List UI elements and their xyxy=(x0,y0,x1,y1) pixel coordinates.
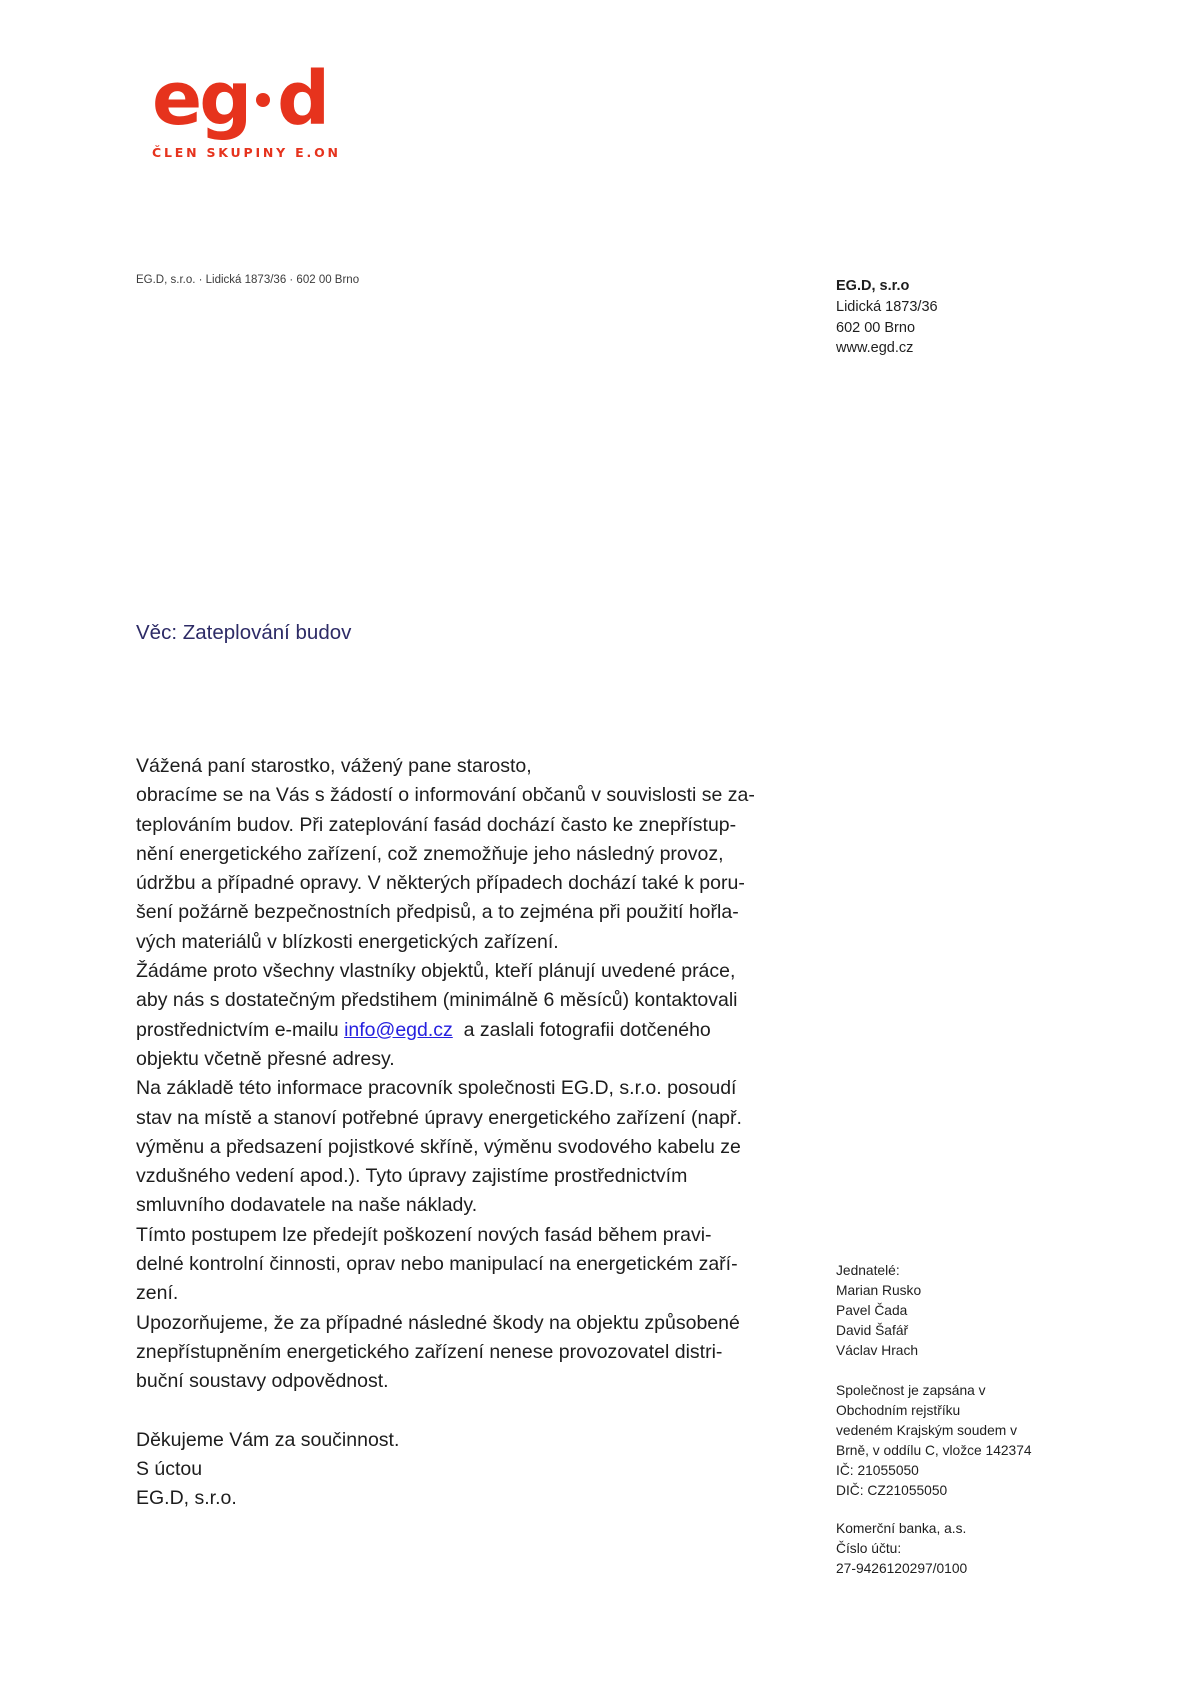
bank-block xyxy=(836,1519,967,1579)
manager-name: David Šafář xyxy=(836,1323,909,1338)
body-line: výměnu a předsazení pojistkové skříně, výměnu svodového kabelu ze xyxy=(136,1135,741,1158)
registration-line: Obchodním rejstříku xyxy=(836,1403,961,1418)
email-link[interactable]: info@egd.cz xyxy=(344,1018,453,1041)
managers-title: Jednatelé: xyxy=(836,1263,900,1278)
logo-text-left: eg xyxy=(152,56,250,142)
sender-reference-line: EG.D, s.r.o. · Lidická 1873/36 · 602 00 Brno xyxy=(136,274,360,286)
body-line: Upozorňujeme, že za případné následné škody na objektu způsobené xyxy=(136,1311,740,1334)
company-logo xyxy=(152,56,341,160)
body-line: aby nás s dostatečným předstihem (minimálně 6 měsíců) kontaktovali xyxy=(136,989,738,1012)
body-line: Tímto postupem lze předejít poškození nových fasád během pravi- xyxy=(136,1223,712,1246)
body-line: zení. xyxy=(136,1282,179,1305)
body-line xyxy=(136,1397,755,1426)
body-line: vých materiálů v blízkosti energetických zařízení. xyxy=(136,930,559,953)
address-city: 602 00 Brno xyxy=(836,319,916,336)
address-website: www.egd.cz xyxy=(836,340,914,357)
body-line: S úctou xyxy=(136,1458,203,1481)
logo-tagline: ČLEN SKUPINY E.ON xyxy=(152,145,341,160)
registration-line: IČ: 21055050 xyxy=(836,1463,919,1478)
body-line: stav na místě a stanoví potřebné úpravy energetického zařízení (např. xyxy=(136,1106,742,1129)
body-line: vzdušného vedení apod.). Tyto úpravy zajistíme prostřednictvím xyxy=(136,1165,688,1188)
bank-line: Komerční banka, a.s. xyxy=(836,1521,967,1536)
letter-body xyxy=(136,752,755,1514)
body-line: EG.D, s.r.o. xyxy=(136,1487,237,1510)
managers-block xyxy=(836,1261,921,1361)
logo-text-right: d xyxy=(277,56,328,142)
body-line: obracíme se na Vás s žádostí o informování občanů v souvislosti se za- xyxy=(136,784,755,807)
address-company-name: EG.D, s.r.o xyxy=(836,278,910,294)
body-line: znepřístupněním energetického zařízení nenese provozovatel distri- xyxy=(136,1340,723,1363)
address-street: Lidická 1873/36 xyxy=(836,298,938,315)
manager-name: Václav Hrach xyxy=(836,1343,919,1358)
body-line: buční soustavy odpovědnost. xyxy=(136,1370,389,1393)
body-line: Děkujeme Vám za součinnost. xyxy=(136,1428,400,1451)
body-line: údržbu a případné opravy. V některých případech dochází také k poru- xyxy=(136,872,745,895)
company-address-block xyxy=(836,276,938,359)
registration-line: vedeném Krajským soudem v xyxy=(836,1423,1017,1438)
body-line: objektu včetně přesné adresy. xyxy=(136,1047,395,1070)
logo-wordmark xyxy=(152,56,341,142)
registration-line: Brně, v oddílu C, vložce 142374 xyxy=(836,1443,1032,1458)
registration-block xyxy=(836,1381,1032,1501)
body-line: smluvního dodavatele na naše náklady. xyxy=(136,1194,478,1217)
body-line: prostřednictvím e-mailu info@egd.cz a zaslali fotografii dotčeného xyxy=(136,1018,711,1041)
managers-list xyxy=(836,1281,921,1361)
manager-name: Marian Rusko xyxy=(836,1283,922,1298)
bank-line: Číslo účtu: xyxy=(836,1541,902,1556)
body-line: Na základě této informace pracovník společnosti EG.D, s.r.o. posoudí xyxy=(136,1077,737,1100)
body-line: Žádáme proto všechny vlastníky objektů, kteří plánují uvedené práce, xyxy=(136,960,736,983)
body-line: nění energetického zařízení, což znemožňuje jeho následný provoz, xyxy=(136,842,724,865)
body-line: delné kontrolní činnosti, oprav nebo manipulací na energetickém zaří- xyxy=(136,1253,738,1276)
registration-line: DIČ: CZ21055050 xyxy=(836,1483,948,1498)
logo-dot-icon xyxy=(256,93,270,107)
body-line: teplováním budov. Při zateplování fasád dochází často ke znepřístup- xyxy=(136,813,737,836)
body-line: Vážená paní starostko, vážený pane starosto, xyxy=(136,755,532,777)
subject-line: Věc: Zateplování budov xyxy=(136,621,352,644)
manager-name: Pavel Čada xyxy=(836,1303,908,1318)
registration-line: Společnost je zapsána v xyxy=(836,1383,986,1398)
bank-line: 27-9426120297/0100 xyxy=(836,1561,968,1576)
body-line: šení požárně bezpečnostních předpisů, a to zejména při použití hořla- xyxy=(136,901,739,924)
